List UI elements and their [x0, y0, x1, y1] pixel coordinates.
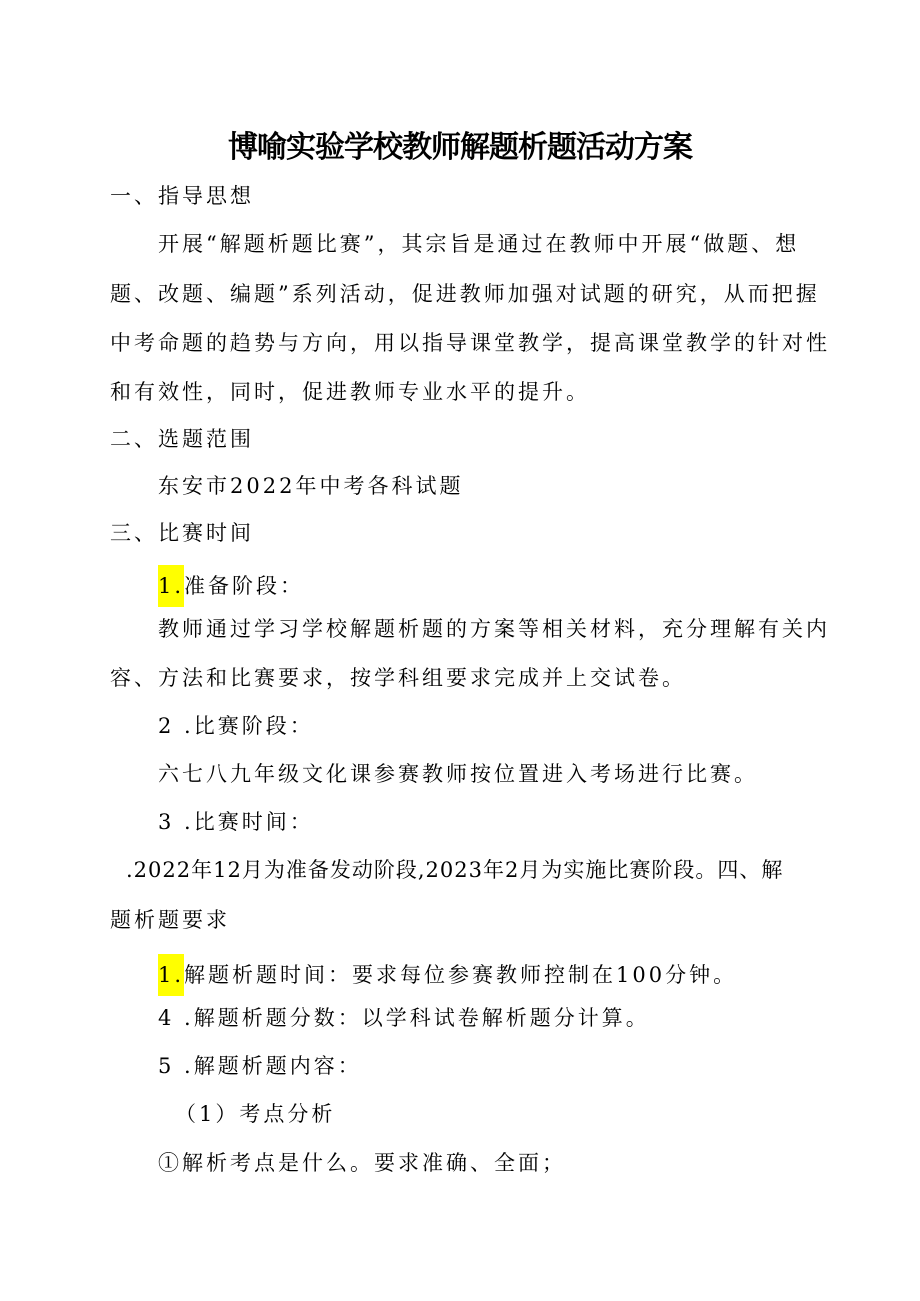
document-title: 博喻实验学校教师解题析题活动方案	[228, 130, 692, 165]
section-heading-1: 一、指导思想	[110, 184, 254, 208]
paragraph-line: 东安市2022年中考各科试题	[158, 474, 464, 498]
section-heading-2: 二、选题范围	[110, 427, 254, 451]
highlighted-number: 1.	[158, 954, 184, 996]
paragraph-line: 容、方法和比赛要求，按学科组要求完成并上交试卷。	[110, 666, 686, 690]
sub-item: ①解析考点是什么。要求准确、全面；	[158, 1151, 566, 1175]
paragraph-line: 题析题要求	[110, 908, 230, 932]
paragraph-line: .2022年12月为准备发动阶段,2023年2月为实施比赛阶段。四、解	[126, 858, 784, 882]
list-item: 3 .比赛时间：	[158, 810, 314, 834]
paragraph-line: 开展“解题析题比赛”，其宗旨是通过在教师中开展“做题、想	[158, 232, 800, 256]
paragraph-line: 中考命题的趋势与方向，用以指导课堂教学，提高课堂教学的针对性	[110, 331, 830, 355]
list-item: 4 .解题析题分数：以学科试卷解析题分计算。	[158, 1006, 650, 1030]
paragraph-line: 题、改题、编题”系列活动，促进教师加强对试题的研究，从而把握	[110, 282, 820, 306]
section-heading-3: 三、比赛时间	[110, 521, 254, 545]
paragraph-line: 和有效性，同时，促进教师专业水平的提升。	[110, 380, 590, 404]
list-item: 2 .比赛阶段：	[158, 714, 314, 738]
list-item-text: 准备阶段：	[184, 574, 305, 598]
list-item	[158, 954, 737, 996]
list-item: 5 .解题析题内容：	[158, 1054, 362, 1078]
list-item	[158, 565, 304, 607]
highlighted-number: 1.	[158, 565, 184, 607]
sub-item: （1）考点分析	[175, 1102, 336, 1126]
list-item-text: 解题析题时间：要求每位参赛教师控制在100分钟。	[184, 963, 738, 987]
paragraph-line: 教师通过学习学校解题析题的方案等相关材料，充分理解有关内	[158, 617, 830, 641]
paragraph-line: 六七八九年级文化课参赛教师按位置进入考场进行比赛。	[158, 762, 758, 786]
